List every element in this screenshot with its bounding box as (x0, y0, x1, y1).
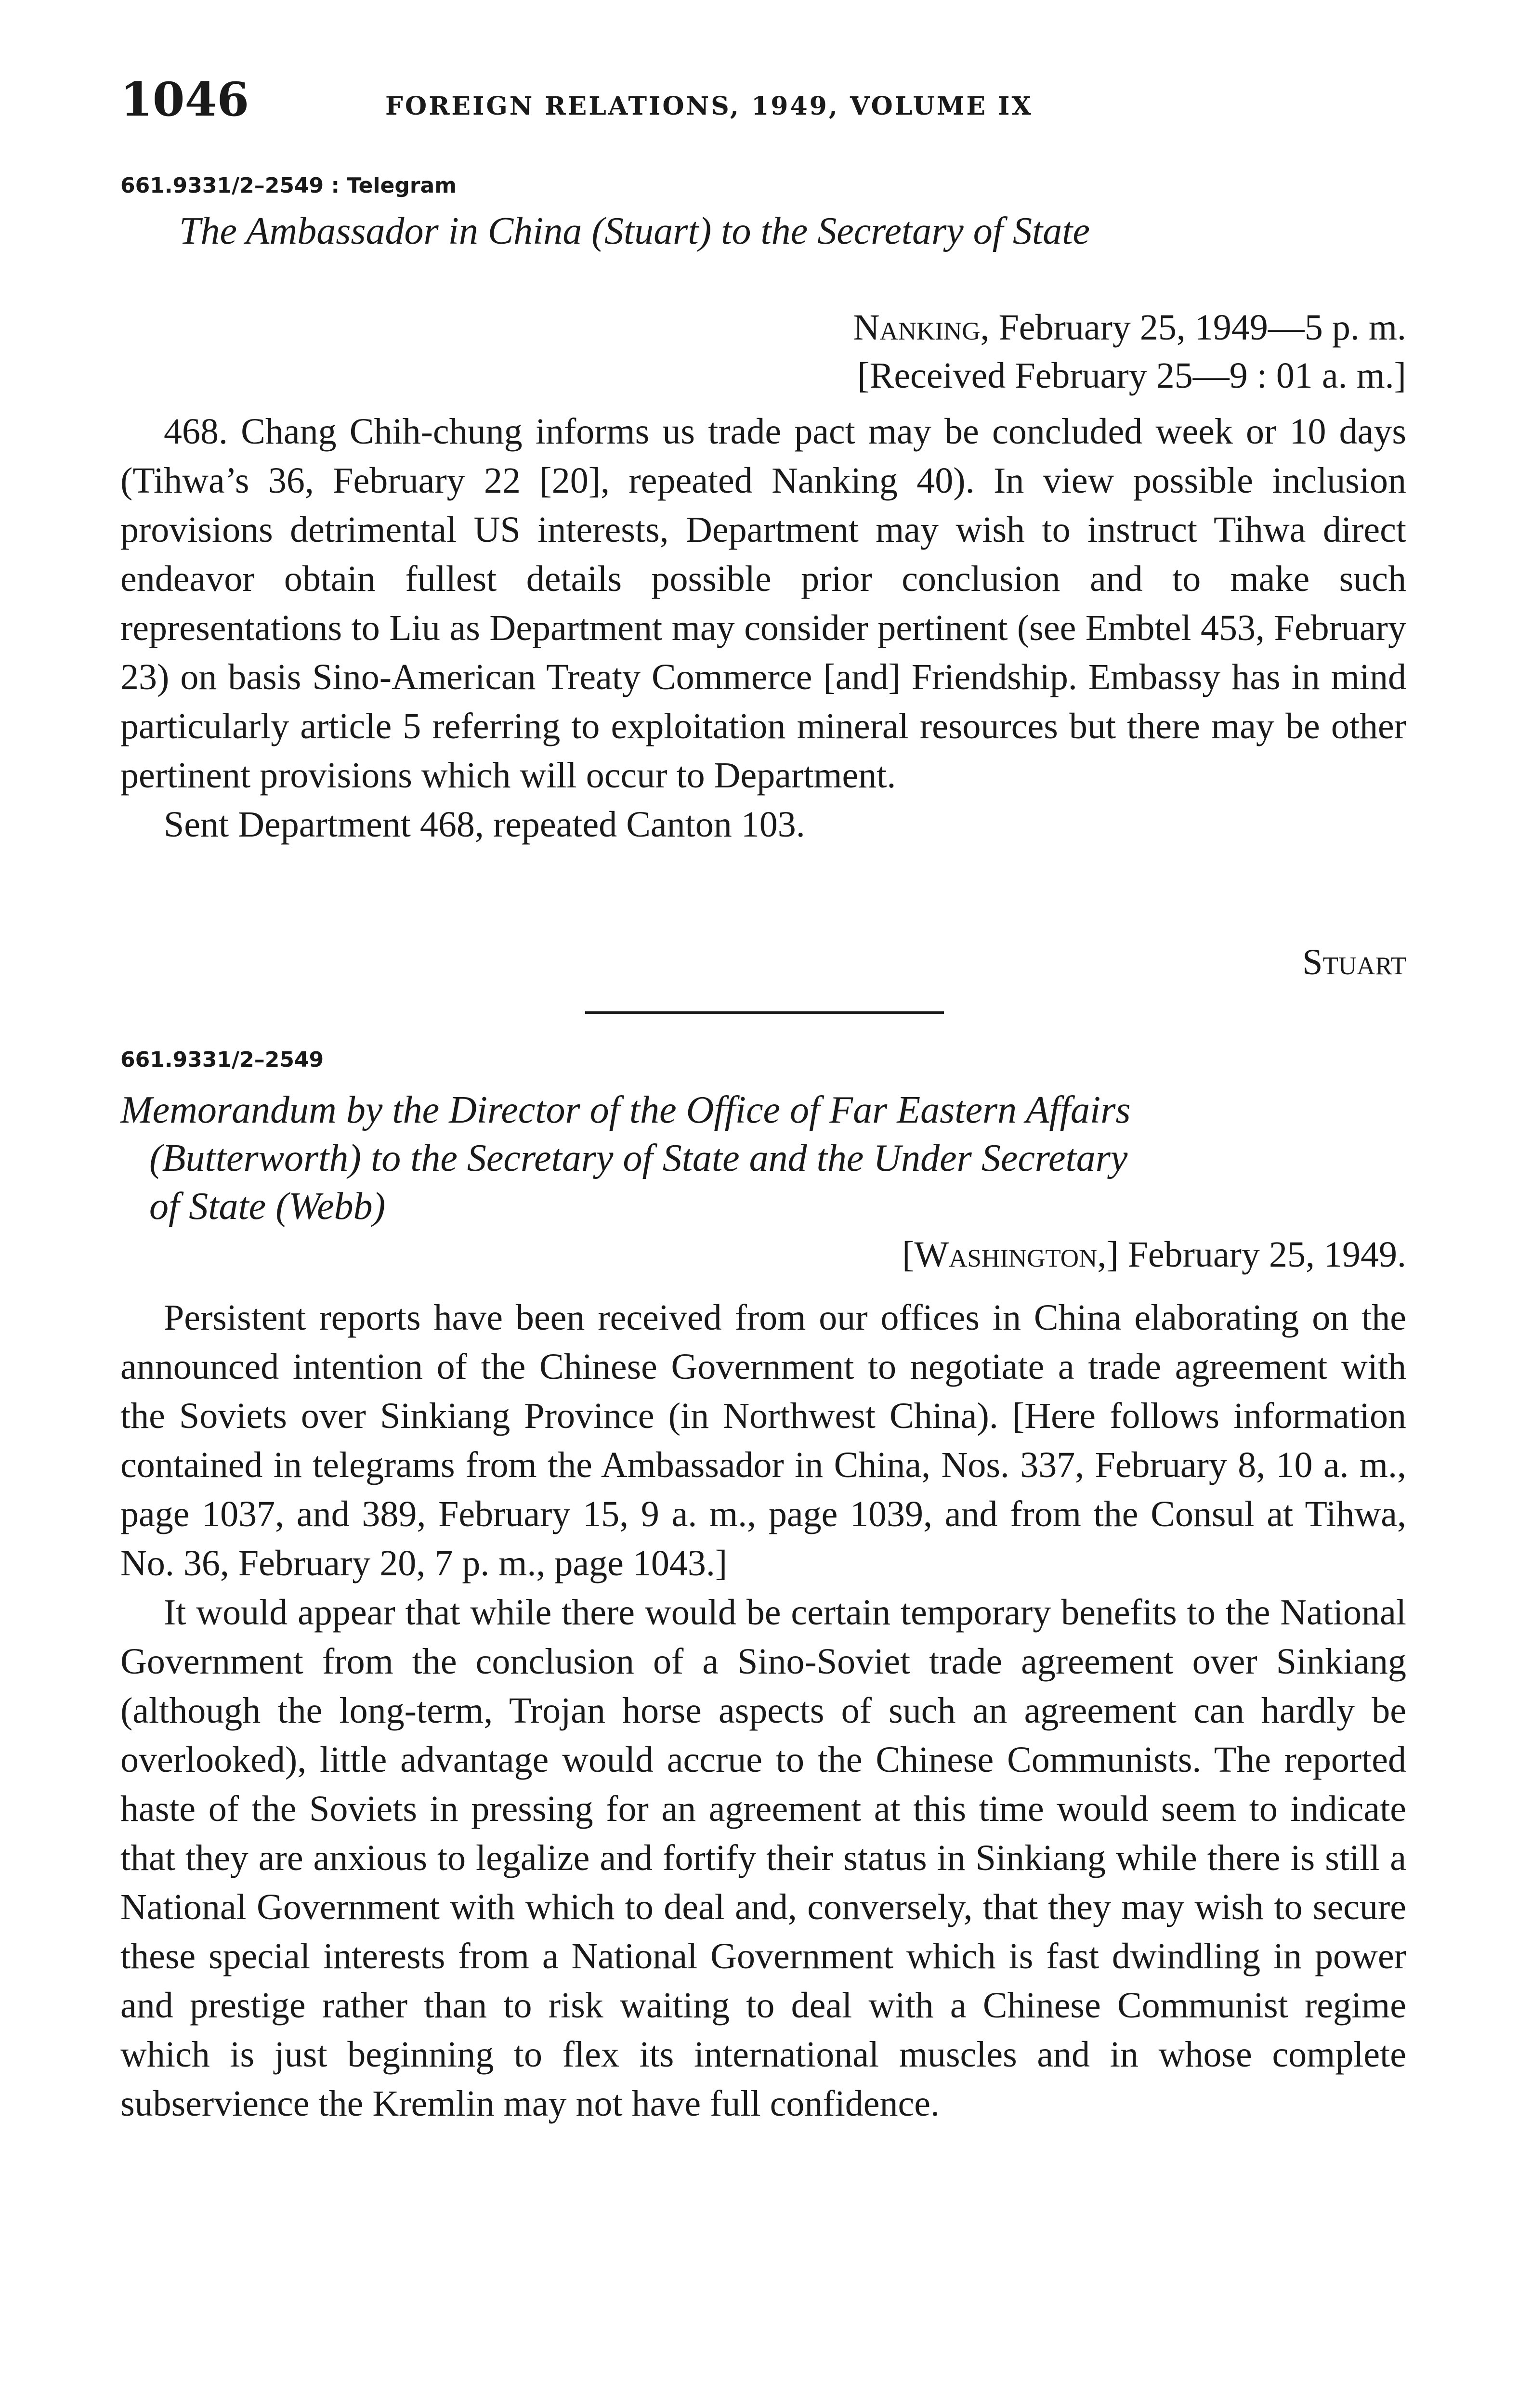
doc1-signature: Stuart (1302, 942, 1406, 982)
doc2-body (120, 1293, 1406, 2128)
doc2-paragraph: Persistent reports have been received from our offices in China elaborating on the announced intention of the Chinese Government to negotiate a trade agreement with the Soviets over Sinkiang Province (in Northwest China). [Here follows information contained in telegrams from the Ambassador in China, Nos. 337, February 8, 10 a. m., page 1037, and 389, February 15, 9 a. m., page 1039, and from the Consul at Tihwa, No. 36, February 20, 7 p. m., page 1043.] (120, 1297, 1406, 1584)
doc1-dateline-date: , February 25, 1949—5 p. m. (980, 307, 1406, 348)
doc1-heading: The Ambassador in China (Stuart) to the Secretary of State (179, 210, 1090, 252)
page-number: 1046 (120, 72, 249, 127)
doc2-heading-line: of State (Webb) (149, 1185, 386, 1228)
doc1-paragraph: 468. Chang Chih-chung informs us trade pact may be concluded week or 10 days (Tihwa’s 36, February 22 [20], repeated Nanking 40). In view possible inclusion provisions detrimental US interests, Department may wish to instruct Tihwa direct endeavor obtain fullest details possible prior conclusion and to make such representations to Liu as Department may consider pertinent (see Embtel 453, February 23) on basis Sino-American Treaty Commerce [and] Friendship. Embassy has in mind particularly article 5 referring to exploitation mineral resources but there may be other pertinent provisions which will occur to Department. (120, 411, 1406, 796)
doc1-dateline-place: Nanking (853, 307, 981, 348)
doc1-dateline (853, 303, 1406, 352)
running-title: FOREIGN RELATIONS, 1949, VOLUME IX (385, 92, 1033, 121)
doc1-body (120, 407, 1406, 849)
doc2-paragraph: It would appear that while there would be certain temporary benefits to the National Government from the conclusion of a Sino-Soviet trade agreement over Sinkiang (although the long-term, Trojan horse aspects of such an agreement can hardly be overlooked), little advantage would accrue to the Chinese Communists. The reported haste of the Soviets in pressing for an agreement at this time would seem to indicate that they are anxious to legalize and fortify their status in Sinkiang while there is still a National Government with which to deal and, conversely, that they may wish to secure these special interests from a National Government which is fast dwindling in power and prestige rather than to risk waiting to deal with a Chinese Communist regime which is just beginning to flex its international muscles and in whose complete subservience the Kremlin may not have full confidence. (120, 1592, 1406, 2124)
doc2-heading-line: Memorandum by the Director of the Office of Far Eastern Affairs (120, 1089, 1131, 1131)
doc2-dateline-date: February 25, 1949. (1118, 1234, 1406, 1275)
doc1-received: [Received February 25—9 : 01 a. m.] (857, 355, 1406, 396)
section-divider (585, 1011, 944, 1014)
doc2-file-reference: 661.9331/2–2549 (120, 1047, 324, 1072)
doc1-file-reference: 661.9331/2–2549 : Telegram (120, 173, 457, 198)
running-header (120, 72, 1406, 130)
doc2-dateline-place: [Washington,] (902, 1234, 1119, 1275)
doc2-dateline (902, 1230, 1406, 1279)
doc1-paragraph: Sent Department 468, repeated Canton 103. (164, 804, 805, 845)
doc2-heading-line: (Butterworth) to the Secretary of State and the Under Secretary (149, 1137, 1128, 1179)
